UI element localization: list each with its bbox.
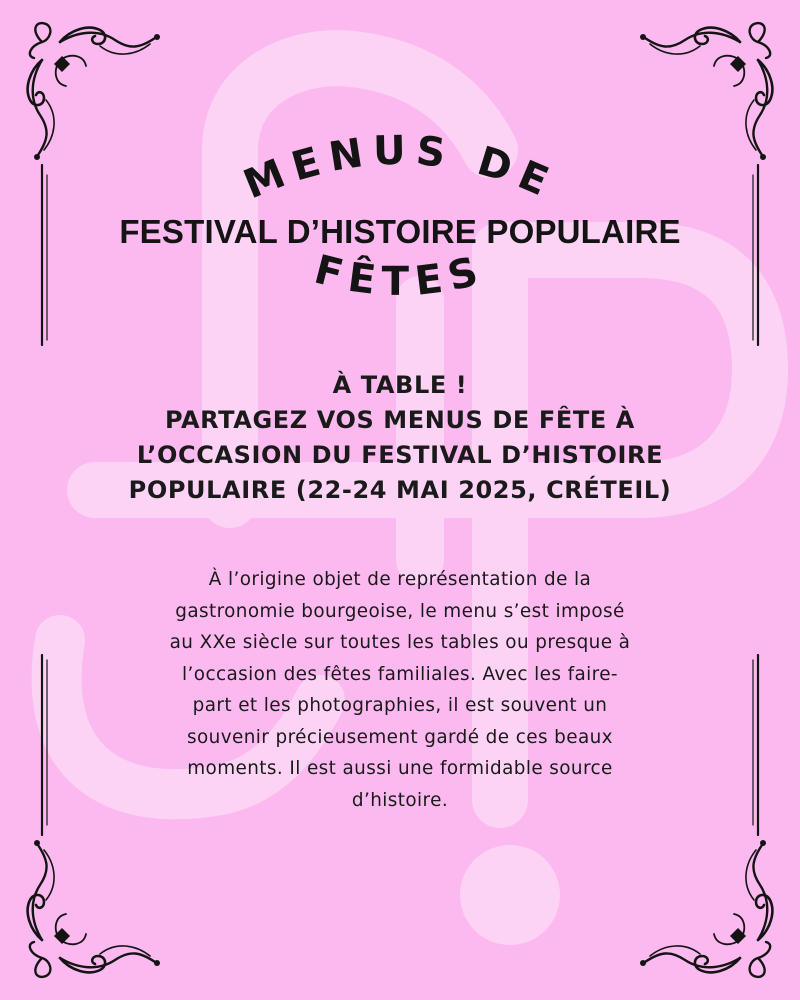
call-to-action-headline xyxy=(60,368,740,508)
headline-line: L’OCCASION DU FESTIVAL D’HISTOIRE xyxy=(136,441,664,469)
description-paragraph xyxy=(100,564,700,816)
svg-text:MENUS DE xyxy=(237,128,563,209)
headline-line: PARTAGEZ VOS MENUS DE FÊTE À xyxy=(165,406,635,434)
body-line: souvenir précieusement gardé de ces beaux xyxy=(187,726,613,748)
body-line: l’occasion des fêtes familiales. Avec les faire- xyxy=(182,663,618,685)
title-top-curved xyxy=(0,120,800,210)
body-line: moments. Il est aussi une formidable source xyxy=(187,758,613,779)
title-bottom-curved xyxy=(0,246,800,325)
body-line: À l’origine objet de représentation de la xyxy=(208,569,592,590)
headline-line: POPULAIRE (22-24 MAI 2025, CRÉTEIL) xyxy=(128,476,672,504)
title-top: MENUS DE xyxy=(237,127,563,209)
body-line: part et les photographies, il est souvent un xyxy=(192,695,608,716)
svg-text:FÊTES xyxy=(310,247,490,305)
body-line: au XXe siècle sur toutes les tables ou presque à xyxy=(169,632,631,653)
festival-subtitle: FESTIVAL D’HISTOIRE POPULAIRE xyxy=(119,213,681,250)
body-line: gastronomie bourgeoise, le menu s’est imposé xyxy=(175,600,625,622)
title-bottom: FÊTES xyxy=(309,246,491,306)
body-line: d’histoire. xyxy=(351,789,449,811)
headline-line: À TABLE ! xyxy=(332,371,468,399)
